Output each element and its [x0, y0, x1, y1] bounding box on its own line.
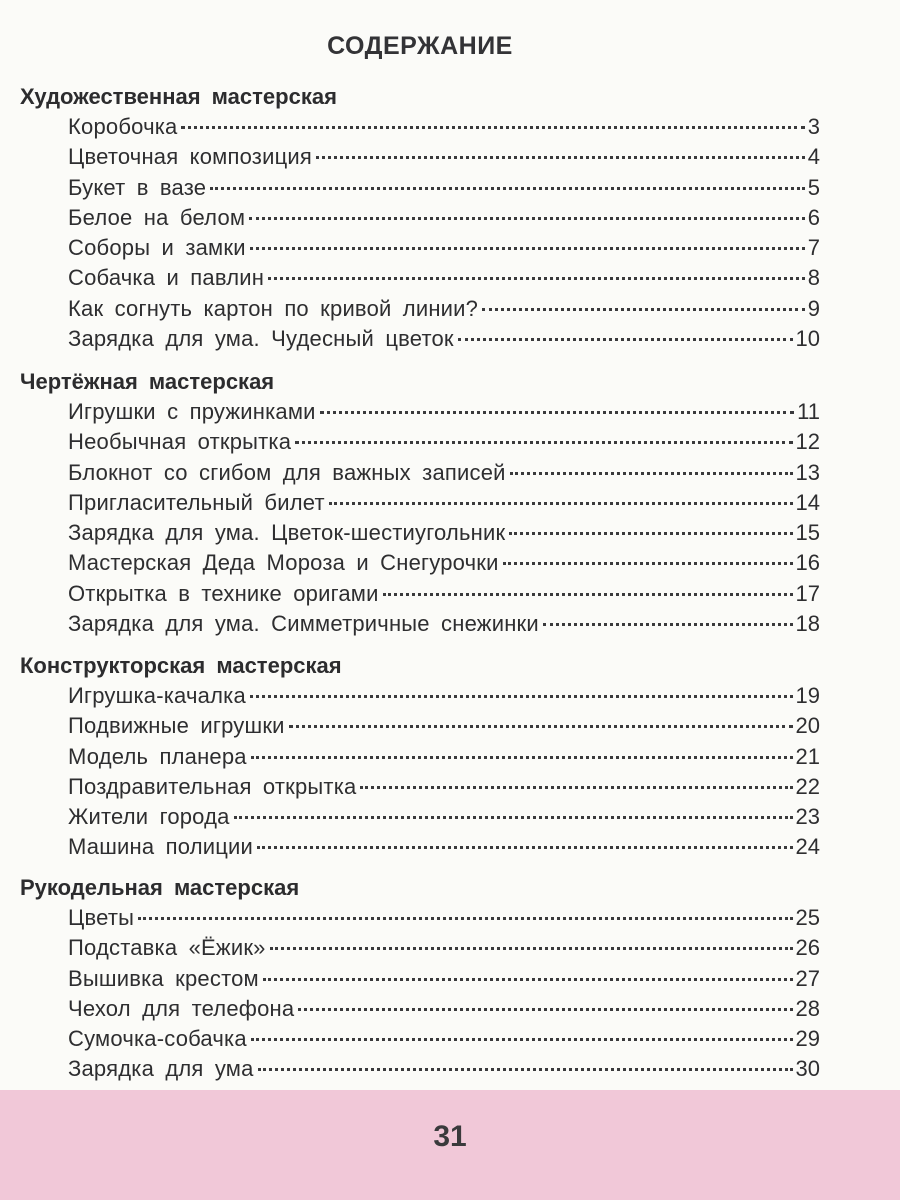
toc-list [20, 903, 820, 1085]
dot-leader [234, 816, 793, 819]
dot-leader [543, 623, 793, 626]
toc-entry[interactable] [68, 802, 820, 832]
entry-title: Подставка «Ёжик» [68, 935, 266, 961]
entry-page-number: 5 [807, 174, 820, 200]
toc-entry[interactable] [68, 518, 820, 548]
entry-title: Зарядка для ума. Чудесный цветок [68, 326, 454, 352]
toc-list [20, 681, 820, 863]
toc-entry[interactable] [68, 994, 820, 1024]
toc-entry[interactable] [68, 263, 820, 293]
entry-page-number: 25 [795, 905, 820, 930]
entry-title: Чехол для телефона [68, 995, 295, 1021]
entry-title: Зарядка для ума. Симметричные снежинки [68, 611, 539, 637]
toc-section-drafting [20, 367, 820, 639]
entry-page-number: 24 [795, 834, 820, 860]
toc-entry[interactable] [68, 173, 820, 203]
entry-page-number: 7 [807, 235, 820, 261]
entry-page-number: 13 [795, 459, 820, 485]
dot-leader [268, 277, 805, 280]
entry-title: Цветы [68, 905, 135, 930]
entry-title: Соборы и замки [68, 235, 246, 261]
toc-entry[interactable] [68, 324, 820, 354]
dot-leader [503, 562, 793, 565]
toc-entry[interactable] [68, 397, 820, 427]
toc-entry[interactable] [68, 142, 820, 172]
entry-title: Модель планера [68, 743, 247, 769]
toc-entry[interactable] [68, 458, 820, 488]
entry-page-number: 20 [795, 713, 820, 739]
entry-page-number: 30 [795, 1056, 820, 1082]
entry-page-number: 28 [795, 995, 820, 1021]
entry-page-number: 23 [795, 804, 820, 830]
dot-leader [250, 695, 793, 698]
toc-entry[interactable] [68, 579, 820, 609]
entry-page-number: 12 [795, 429, 820, 455]
entry-page-number: 9 [807, 295, 820, 321]
toc-entry[interactable] [68, 488, 820, 518]
dot-leader [181, 126, 804, 129]
page-number: 31 [433, 1120, 467, 1153]
entry-title: Как согнуть картон по кривой линии? [68, 295, 479, 321]
entry-title: Сумочка-собачка [68, 1026, 247, 1052]
toc-section-construction [20, 651, 820, 863]
dot-leader [482, 308, 805, 311]
toc-entry[interactable] [68, 772, 820, 802]
toc-entry[interactable] [68, 203, 820, 233]
entry-page-number: 16 [795, 550, 820, 576]
entry-page-number: 11 [797, 399, 820, 424]
entry-title: Букет в вазе [68, 174, 207, 200]
toc-entry[interactable] [68, 903, 820, 933]
entry-page-number: 15 [795, 520, 820, 546]
dot-leader [210, 187, 805, 190]
entry-page-number: 17 [795, 580, 820, 606]
toc-entry[interactable] [68, 832, 820, 862]
dot-leader [249, 217, 805, 220]
entry-page-number: 3 [807, 114, 820, 139]
toc-entry[interactable] [68, 233, 820, 263]
dot-leader [263, 978, 793, 981]
entry-title: Вышивка крестом [68, 965, 259, 991]
toc-section-artistic [20, 82, 820, 354]
section-heading: Рукодельная мастерская [20, 875, 300, 900]
entry-title: Зарядка для ума. Цветок-шестиугольник [68, 520, 506, 546]
entry-page-number: 29 [795, 1026, 820, 1052]
dot-leader [510, 472, 793, 475]
dot-leader [251, 756, 793, 759]
dot-leader [138, 917, 792, 920]
dot-leader [270, 947, 793, 950]
entry-title: Собачка и павлин [68, 265, 265, 291]
toc-entry[interactable] [68, 427, 820, 457]
entry-title: Коробочка [68, 114, 178, 139]
entry-page-number: 10 [795, 326, 820, 352]
entry-title: Белое на белом [68, 204, 246, 230]
dot-leader [257, 846, 793, 849]
section-heading: Конструкторская мастерская [20, 653, 342, 678]
entry-title: Открытка в технике оригами [68, 580, 379, 606]
entry-page-number: 27 [795, 965, 820, 991]
entry-title: Блокнот со сгибом для важных записей [68, 459, 506, 485]
entry-title: Цветочная композиция [68, 144, 312, 170]
page-title: СОДЕРЖАНИЕ [327, 32, 513, 60]
entry-page-number: 18 [795, 611, 820, 637]
entry-title: Игрушка-качалка [68, 683, 246, 708]
section-heading: Художественная мастерская [20, 84, 337, 109]
entry-page-number: 8 [807, 265, 820, 291]
dot-leader [458, 338, 793, 341]
dot-leader [251, 1038, 793, 1041]
entry-page-number: 19 [795, 683, 820, 708]
entry-page-number: 14 [795, 489, 820, 515]
dot-leader [360, 786, 792, 789]
toc-entry[interactable] [68, 1054, 820, 1084]
toc-entry[interactable] [68, 112, 820, 142]
entry-page-number: 22 [795, 773, 820, 799]
entry-title: Необычная открытка [68, 429, 292, 455]
entry-page-number: 21 [795, 743, 820, 769]
toc-list [20, 397, 820, 639]
entry-title: Подвижные игрушки [68, 713, 285, 739]
dot-leader [320, 411, 794, 414]
toc-entry[interactable] [68, 1024, 820, 1054]
entry-page-number: 6 [807, 204, 820, 230]
dot-leader [329, 502, 793, 505]
entry-title: Игрушки с пружинками [68, 399, 316, 424]
entry-title: Мастерская Деда Мороза и Снегурочки [68, 550, 499, 576]
dot-leader [289, 725, 793, 728]
dot-leader [316, 156, 805, 159]
toc-list [20, 112, 820, 354]
entry-title: Пригласительный билет [68, 489, 325, 515]
dot-leader [298, 1008, 792, 1011]
dot-leader [250, 247, 805, 250]
toc-entry[interactable] [68, 742, 820, 772]
toc-entry[interactable] [68, 681, 820, 711]
dot-leader [258, 1068, 793, 1071]
toc-section-needlework [20, 873, 820, 1085]
entry-title: Поздравительная открытка [68, 773, 357, 799]
toc-entry[interactable] [68, 294, 820, 324]
entry-title: Жители города [68, 804, 230, 830]
entry-title: Зарядка для ума [68, 1056, 254, 1082]
section-heading: Чертёжная мастерская [20, 369, 275, 394]
toc-entry[interactable] [68, 964, 820, 994]
dot-leader [509, 532, 792, 535]
entry-title: Машина полиции [68, 834, 254, 860]
toc-entry[interactable] [68, 609, 820, 639]
toc-entry[interactable] [68, 548, 820, 578]
entry-page-number: 4 [807, 144, 820, 170]
entry-page-number: 26 [795, 935, 820, 961]
dot-leader [295, 441, 792, 444]
toc-entry[interactable] [68, 711, 820, 741]
dot-leader [383, 593, 793, 596]
toc-entry[interactable] [68, 933, 820, 963]
